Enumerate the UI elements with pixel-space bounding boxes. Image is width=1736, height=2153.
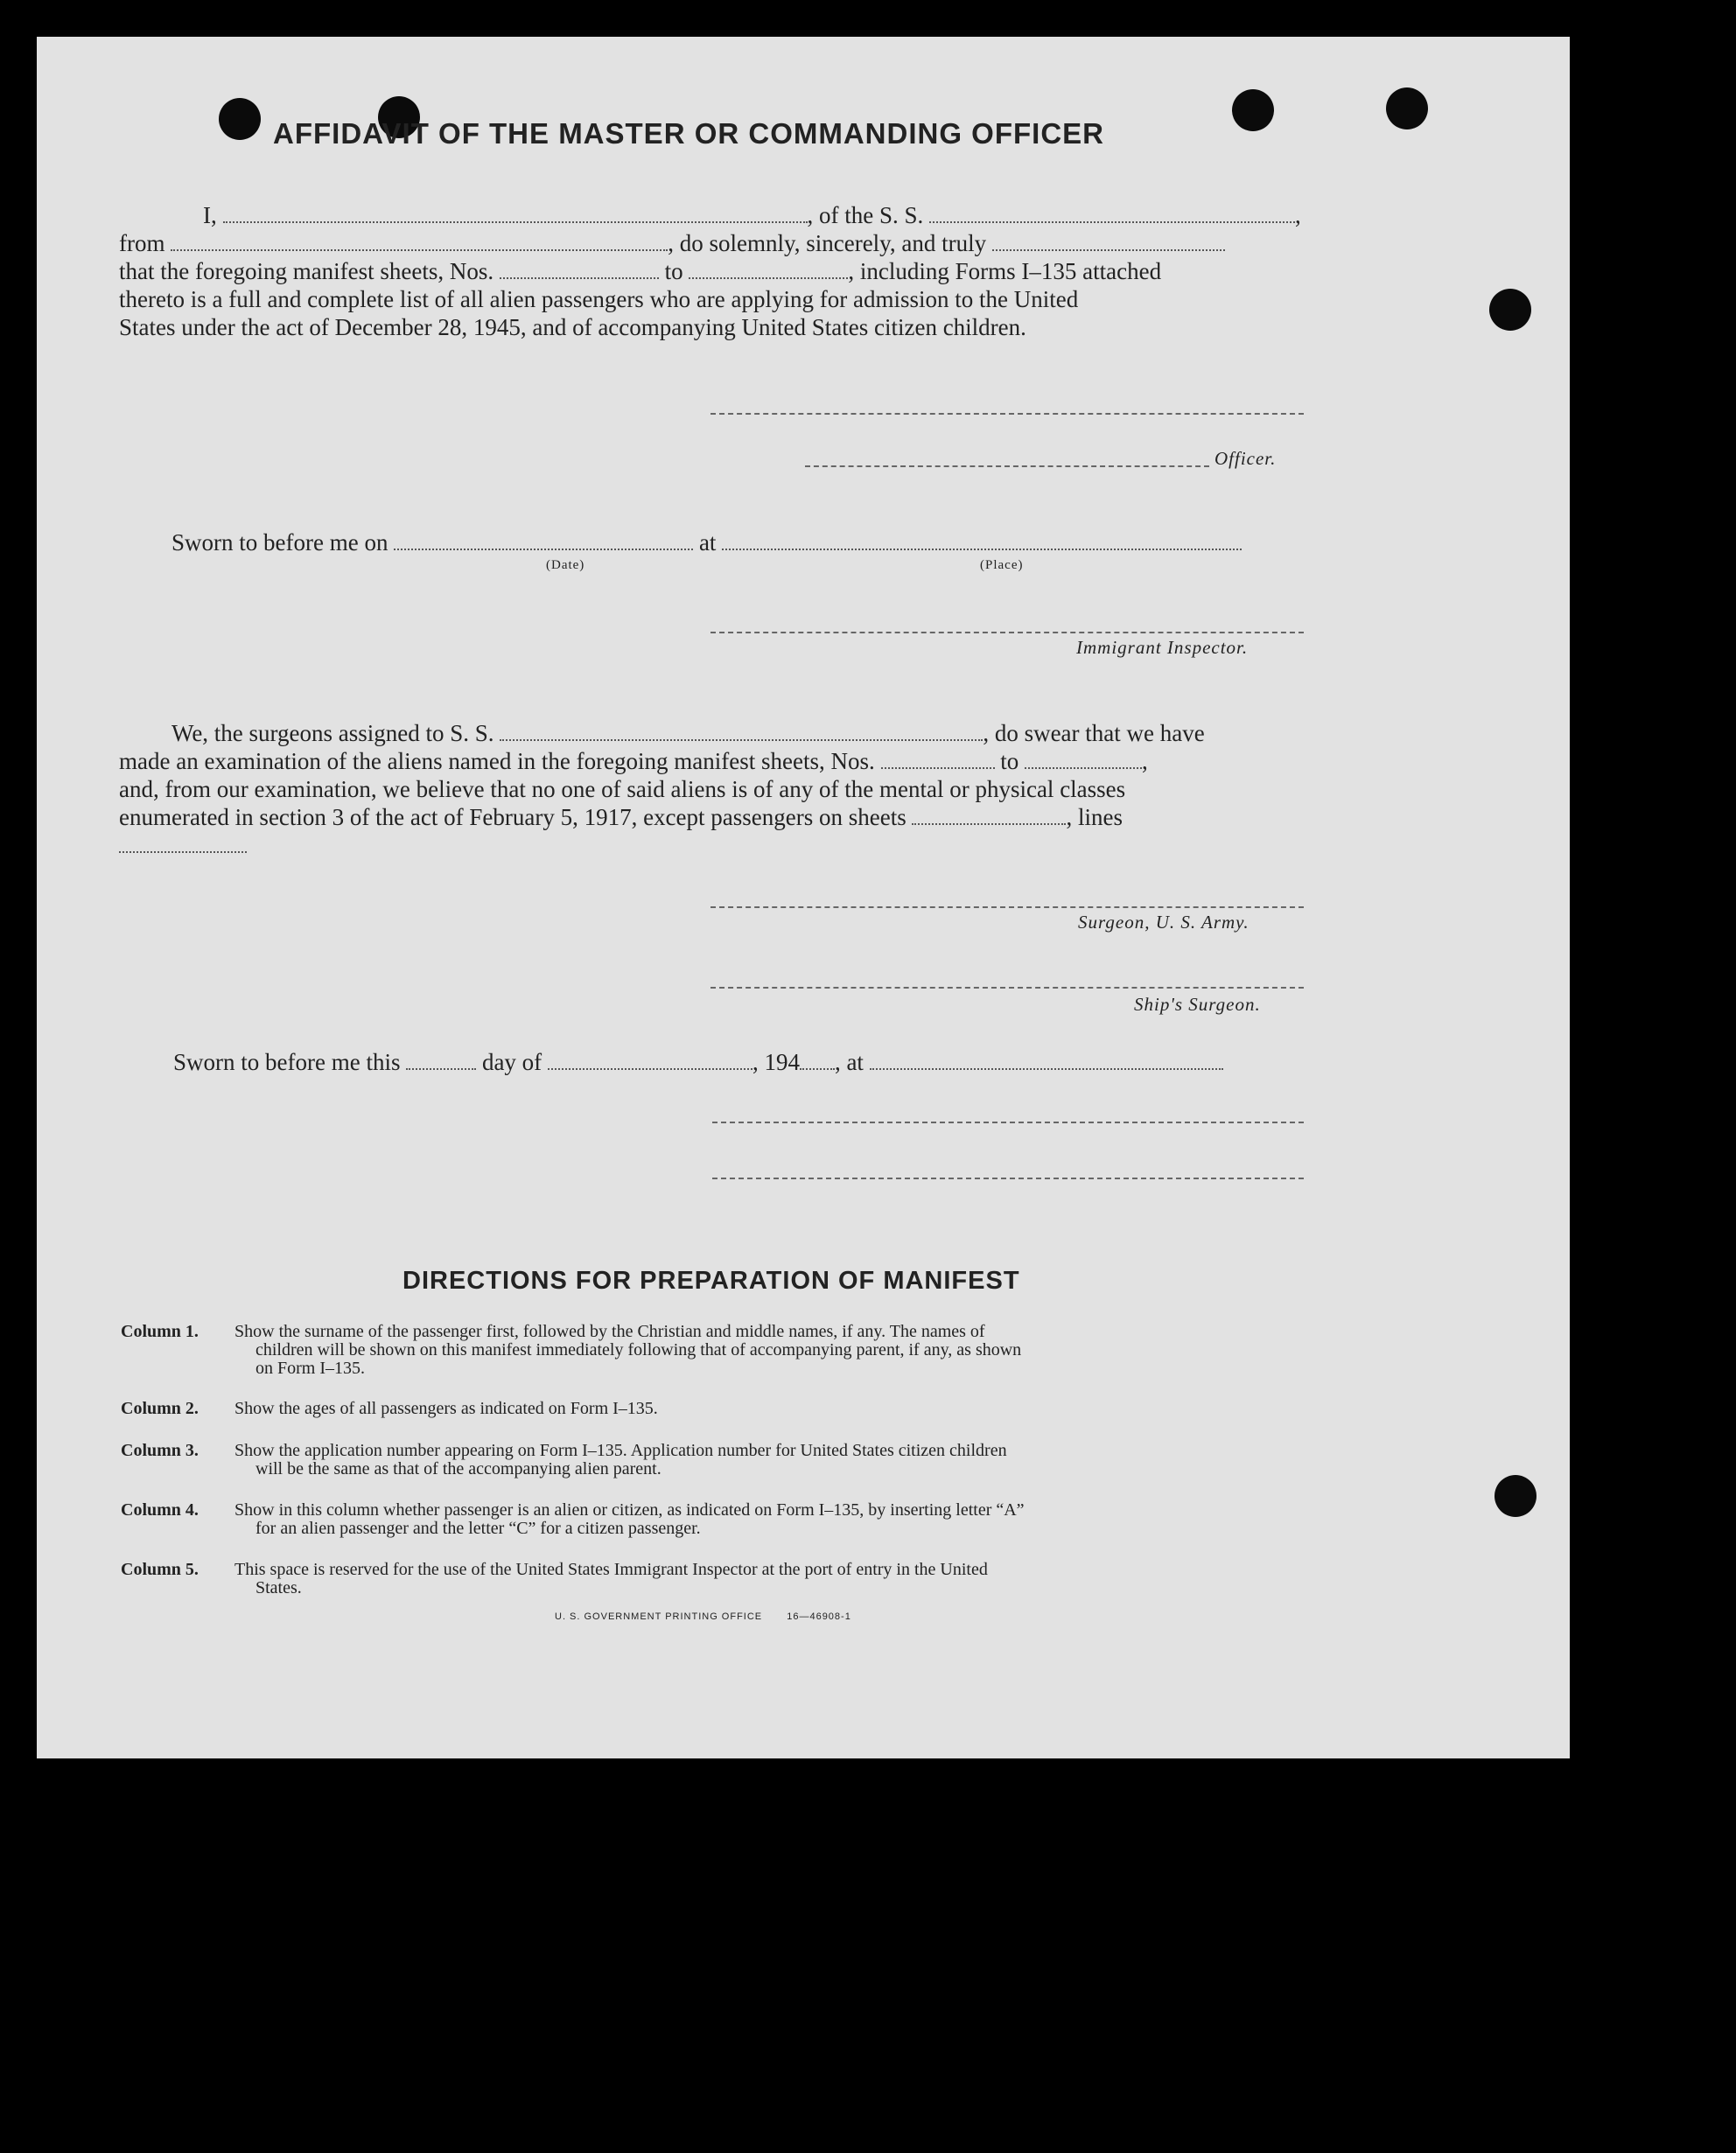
punch-hole	[219, 98, 261, 140]
surgeons-line-3: and, from our examination, we believe that no one of said aliens is of any of the mental or physical classes	[119, 776, 1126, 802]
affidavit-line-4: thereto is a full and complete list of all alien passengers who are applying for admission to the United	[119, 286, 1079, 312]
swear-text: , do swear that we have	[983, 720, 1205, 746]
direction-text: States.	[256, 1578, 302, 1597]
surgeons-line-5	[119, 831, 247, 859]
place-label: (Place)	[980, 558, 1024, 572]
lines-label: , lines	[1066, 804, 1123, 830]
date-label: (Date)	[546, 558, 585, 572]
enumerated-text: enumerated in section 3 of the act of February 5, 1917, except passengers on sheets	[119, 804, 906, 830]
except-lines-field[interactable]	[119, 832, 247, 853]
affidavit-line-1	[119, 201, 1344, 229]
sworn-line	[172, 528, 1396, 556]
directions-title: DIRECTIONS FOR PREPARATION OF MANIFEST	[402, 1267, 1020, 1295]
surgeons-line-4	[119, 803, 1344, 831]
direction-text: Show the surname of the passenger first, followed by the Christian and middle names, if any. The names of	[234, 1322, 985, 1341]
affidavit-line-5: States under the act of December 28, 1945, and of accompanying United States citizen children.	[119, 314, 1026, 340]
direction-text: Show the application number appearing on Form I–135. Application number for United States citizen children	[234, 1441, 1007, 1460]
direction-column-4	[121, 1501, 1320, 1538]
column-label: Column 4.	[121, 1500, 199, 1520]
sworn-this-label: Sworn to before me this	[173, 1049, 401, 1075]
punch-hole	[1386, 87, 1428, 129]
ship-surgeon-label: Ship's Surgeon.	[1134, 994, 1261, 1015]
footer	[555, 1611, 851, 1622]
ship-surgeon-signature-line[interactable]	[710, 987, 1304, 989]
nos-to-field[interactable]	[689, 258, 848, 279]
nos-from-field[interactable]	[500, 258, 659, 279]
officer-label: Officer.	[1214, 448, 1277, 469]
column-label: Column 3.	[121, 1441, 199, 1460]
sworn-date-field[interactable]	[394, 529, 693, 550]
sworn-at-field[interactable]	[870, 1049, 1223, 1070]
sworn-day-field[interactable]	[406, 1049, 476, 1070]
inspector-signature-line[interactable]	[710, 632, 1304, 633]
column-label: Column 1.	[121, 1322, 199, 1341]
army-surgeon-signature-line[interactable]	[710, 906, 1304, 908]
at-label: , at	[834, 1049, 864, 1075]
affidavit-line-3	[119, 257, 1344, 285]
signature-line[interactable]	[710, 413, 1304, 415]
surgeons-ship-field[interactable]	[500, 720, 983, 741]
to-label: to	[664, 258, 683, 284]
direction-column-5	[121, 1561, 1320, 1597]
column-label: Column 5.	[121, 1560, 199, 1579]
direction-column-3	[121, 1442, 1320, 1478]
day-of-label: day of	[481, 1049, 542, 1075]
direction-text: children will be shown on this manifest immediately following that of accompanying parent, if any, as shown	[256, 1340, 1022, 1360]
surgeons-line-1	[119, 719, 1344, 747]
direction-text: This space is reserved for the use of the United States Immigrant Inspector at the port of entry in the United	[234, 1560, 988, 1579]
direction-column-2	[121, 1400, 1320, 1418]
form-page	[37, 37, 1570, 1758]
direction-text: Show the ages of all passengers as indicated on Form I–135.	[234, 1399, 658, 1418]
direction-text: for an alien passenger and the letter “C” for a citizen passenger.	[256, 1519, 701, 1538]
direction-text: will be the same as that of the accompanying alien parent.	[256, 1459, 662, 1478]
except-sheets-field[interactable]	[912, 804, 1066, 825]
sworn-month-field[interactable]	[548, 1049, 752, 1070]
master-name-field[interactable]	[223, 202, 808, 223]
army-surgeon-label: Surgeon, U. S. Army.	[1078, 912, 1250, 933]
officer-signature-line[interactable]	[805, 465, 1209, 467]
sworn-label: Sworn to before me on	[172, 529, 388, 556]
punch-hole	[1494, 1475, 1536, 1517]
at-label: at	[698, 529, 717, 556]
direction-text: Show in this column whether passenger is an alien or citizen, as indicated on Form I–135, by inserting letter “A”	[234, 1500, 1025, 1520]
ship-name-field[interactable]	[929, 202, 1295, 223]
direction-text: on Form I–135.	[256, 1359, 365, 1378]
signature-line[interactable]	[712, 1122, 1304, 1123]
comma: ,	[1295, 202, 1301, 228]
from-label: from	[119, 230, 165, 256]
column-label: Column 2.	[121, 1399, 199, 1418]
sworn-year-field[interactable]	[800, 1049, 835, 1070]
solemnly-text: , do solemnly, sincerely, and truly	[668, 230, 987, 256]
surgeons-nos-from-field[interactable]	[881, 748, 995, 769]
punch-hole	[1489, 289, 1531, 331]
form-code: 16—46908-1	[787, 1611, 851, 1622]
sworn-place-field[interactable]	[722, 529, 1242, 550]
examination-text: made an examination of the aliens named in the foregoing manifest sheets, Nos.	[119, 748, 875, 774]
affidavit-i: I,	[203, 202, 217, 228]
punch-hole	[1232, 89, 1274, 131]
surgeons-nos-to-field[interactable]	[1025, 748, 1142, 769]
including-text: , including Forms I–135 attached	[848, 258, 1162, 284]
surgeons-label: We, the surgeons assigned to S. S.	[172, 720, 494, 746]
printer-imprint: U. S. GOVERNMENT PRINTING OFFICE	[555, 1611, 763, 1622]
truly-field[interactable]	[992, 230, 1225, 251]
port-from-field[interactable]	[171, 230, 668, 251]
to-label: to	[1000, 748, 1019, 774]
inspector-label: Immigrant Inspector.	[1076, 637, 1249, 658]
comma: ,	[1142, 748, 1148, 774]
affidavit-line-2	[119, 229, 1344, 257]
surgeons-line-2	[119, 747, 1344, 775]
sworn-this-line	[173, 1048, 1398, 1076]
ship-label: , of the S. S.	[807, 202, 924, 228]
affidavit-title: AFFIDAVIT OF THE MASTER OR COMMANDING OFFICER	[273, 117, 1105, 150]
direction-column-1	[121, 1323, 1320, 1378]
signature-line[interactable]	[712, 1178, 1304, 1179]
year-label: , 194	[752, 1049, 800, 1075]
manifest-nos-label: that the foregoing manifest sheets, Nos.	[119, 258, 494, 284]
